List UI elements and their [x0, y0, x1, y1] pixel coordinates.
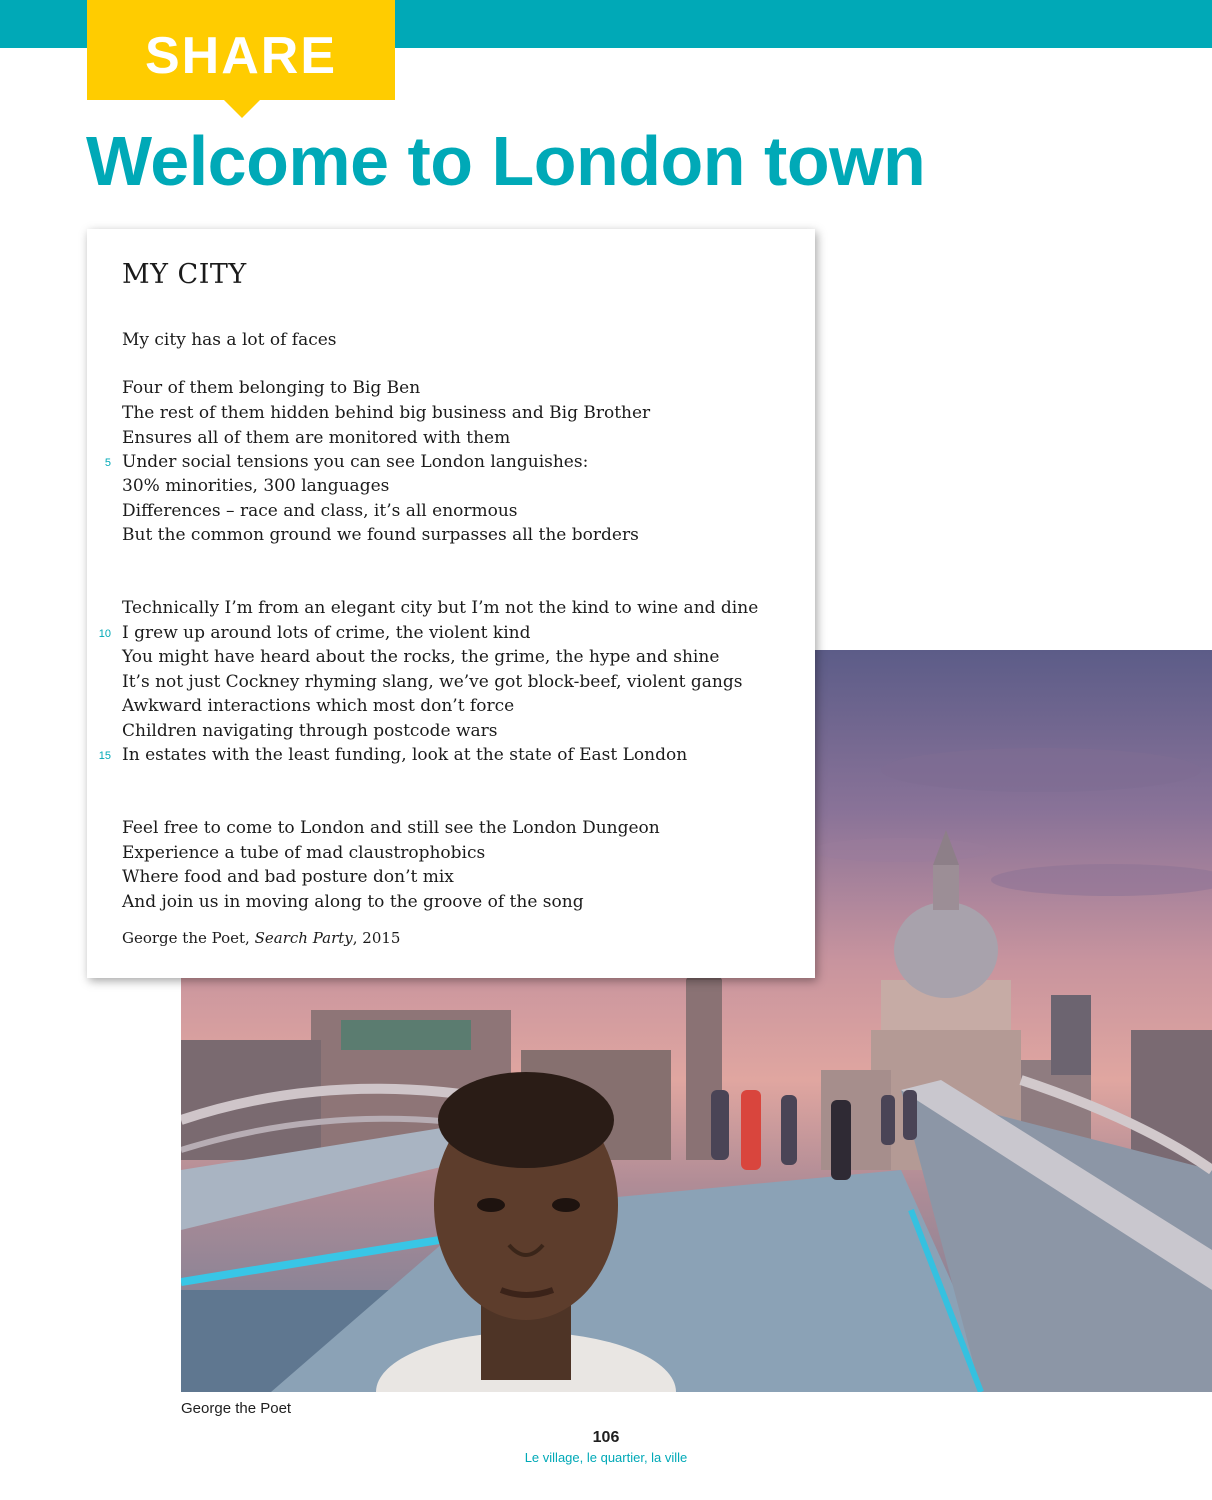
attribution-work: Search Party — [254, 929, 353, 947]
section-tag — [87, 0, 395, 100]
photo-caption: George the Poet — [181, 1400, 292, 1417]
poem-line: Four of them belonging to Big Ben — [122, 378, 421, 398]
poem-line: Children navigating through postcode wars — [122, 721, 498, 741]
page-title: Welcome to London town — [86, 122, 926, 200]
poem-attribution — [122, 929, 400, 947]
poem-line: I grew up around lots of crime, the violent kind — [122, 623, 531, 643]
poem-line: And join us in moving along to the groove of the song — [122, 892, 584, 912]
section-tag-label: SHARE — [144, 27, 338, 85]
poem-line: Under social tensions you can see London languishes: — [122, 452, 589, 472]
poem-line: Feel free to come to London and still see the London Dungeon — [122, 818, 660, 838]
poem-line: Awkward interactions which most don’t force — [122, 696, 515, 716]
poem-line: The rest of them hidden behind big business and Big Brother — [122, 403, 651, 423]
attribution-year: , 2015 — [352, 929, 401, 947]
poem-line: Technically I’m from an elegant city but I’m not the kind to wine and dine — [122, 598, 759, 618]
poem-line: You might have heard about the rocks, the grime, the hype and shine — [122, 647, 720, 667]
poem-line: Where food and bad posture don’t mix — [122, 867, 454, 887]
page-number: 106 — [592, 1429, 620, 1446]
poem-card — [87, 229, 815, 978]
attribution-author: George the Poet, — [122, 929, 255, 947]
poem-line: My city has a lot of faces — [122, 330, 337, 350]
poem-line: Ensures all of them are monitored with them — [122, 428, 511, 448]
line-number: 5 — [104, 457, 111, 469]
poem-line: Experience a tube of mad claustrophobics — [122, 843, 486, 863]
poem-line: But the common ground we found surpasses all the borders — [122, 525, 639, 545]
line-number: 10 — [98, 628, 111, 640]
chapter-title: Le village, le quartier, la ville — [524, 1450, 688, 1465]
poem-line: 30% minorities, 300 languages — [122, 476, 390, 496]
poem-line: In estates with the least funding, look at the state of East London — [122, 745, 688, 765]
line-number: 15 — [98, 750, 111, 762]
poem-line: It’s not just Cockney rhyming slang, we’ve got block-beef, violent gangs — [122, 672, 743, 692]
section-tag-pointer — [224, 100, 260, 118]
poem-title: MY CITY — [122, 259, 247, 290]
poem-line: Differences – race and class, it’s all enormous — [122, 501, 518, 521]
